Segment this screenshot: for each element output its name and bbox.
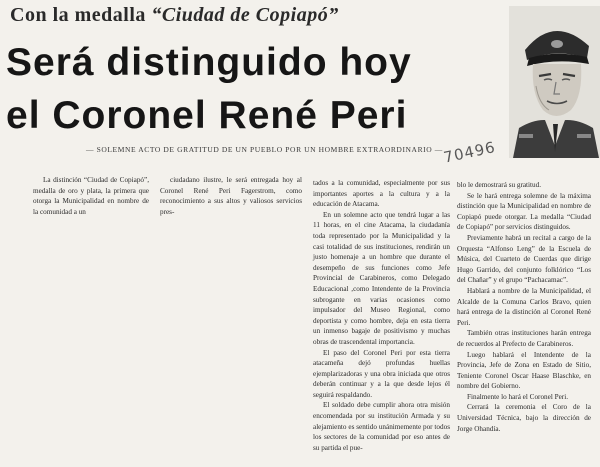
- paragraph: También otras instituciones harán entrega de recuerdos al Prefecto de Carabineros.: [457, 329, 591, 348]
- paragraph: El soldado debe cumplir ahora otra misión encomendada por su institución Armada y su alejamiento es sentido unánimemente por todos los sectores de la comunidad por eso antes de su partida el pue-: [313, 401, 450, 452]
- portrait-photo: [509, 6, 600, 158]
- paragraph: Cerrará la ceremonia el Coro de la Universidad Técnica, bajo la dirección de Jorge Ohandía.: [457, 403, 591, 433]
- paragraph: tados a la comunidad, especialmente por sus importantes aportes a la cultura y a la educación de Atacama.: [313, 179, 450, 209]
- paragraph: Luego hablará el Intendente de la Provincia, Jefe de Zona en Estado de Sitio, Teniente Coronel Oscar Haase Blaschke, en nombre del Gobierno.: [457, 350, 591, 391]
- paragraph: Previamente habrá un recital a cargo de la Orquesta “Alfonso Leng” de la Escuela de Música, del Cuarteto de Cuerdas que dirige Hugo Garrido, del conjunto folklórico “Los del Chañar” y el grupo “Pachacamac”.: [457, 233, 591, 285]
- portrait-image: [509, 6, 600, 158]
- paragraph: Hablará a nombre de la Municipalidad, el Alcalde de la Comuna Carlos Bravo, quien hará entrega de la distinción al Coronel René Peri.: [457, 286, 591, 327]
- column-1: [33, 175, 149, 217]
- column-2: [160, 175, 302, 217]
- subheadline: — SOLEMNE ACTO DE GRATITUD DE UN PUEBLO POR UN HOMBRE EXTRAORDINARIO —: [86, 145, 443, 154]
- paragraph: ciudadano ilustre, le será entregada hoy al Coronel René Peri Fagerstrom, como reconocimiento a sus altos y valiosos servicios pres-: [160, 176, 302, 216]
- archive-handwritten-number: 70496: [442, 138, 498, 167]
- paragraph: La distinción “Ciudad de Copiapó”, medalla de oro y plata, la primera que otorga la Municipalidad en nombre de la comunidad a un: [33, 176, 149, 216]
- kicker: [10, 4, 510, 27]
- column-3: [313, 178, 450, 453]
- kicker-title: “Ciudad de Copiapó”: [151, 4, 339, 26]
- headline-line-2: el Coronel René Peri: [6, 94, 408, 137]
- paragraph: El paso del Coronel Peri por esta tierra atacameña dejó profundas huellas ejemplarizadoras y una obra iniciada que otros deberán continuar y a la que desde lejos él seguirá respaldando.: [313, 348, 450, 399]
- kicker-prefix: Con la medalla: [10, 4, 152, 26]
- paragraph: En un solemne acto que tendrá lugar a las 11 horas, en el cine Atacama, la ciudadanía toda representado por la Municipalidad y la casi totalidad de sus instituciones, rendirán un justo homenaje a un hombre que durante el desempeño de sus funciones como Jefe Provincial de Carabineros, como Delegado Educacional ,como Intendente de la Provincia subrogante en varias ocasiones como impulsador del Museo Regional, como deportista y como hombre, deja en esta tierra un inmenso bagaje de positivismo y muchas obras de trascendental importancia.: [313, 210, 450, 346]
- headline-line-1: Será distinguido hoy: [6, 41, 412, 84]
- column-4: [457, 180, 591, 434]
- paragraph: blo le demostrará su gratitud.: [457, 181, 542, 189]
- paragraph: Finalmente lo hará el Coronel Peri.: [467, 392, 568, 401]
- paragraph: Se le hará entrega solemne de la máxima distinción que la Municipalidad en nombre de Copiapó puede otorgar. La medalla “Ciudad de Copiapó” por servicios distinguidos.: [457, 191, 591, 232]
